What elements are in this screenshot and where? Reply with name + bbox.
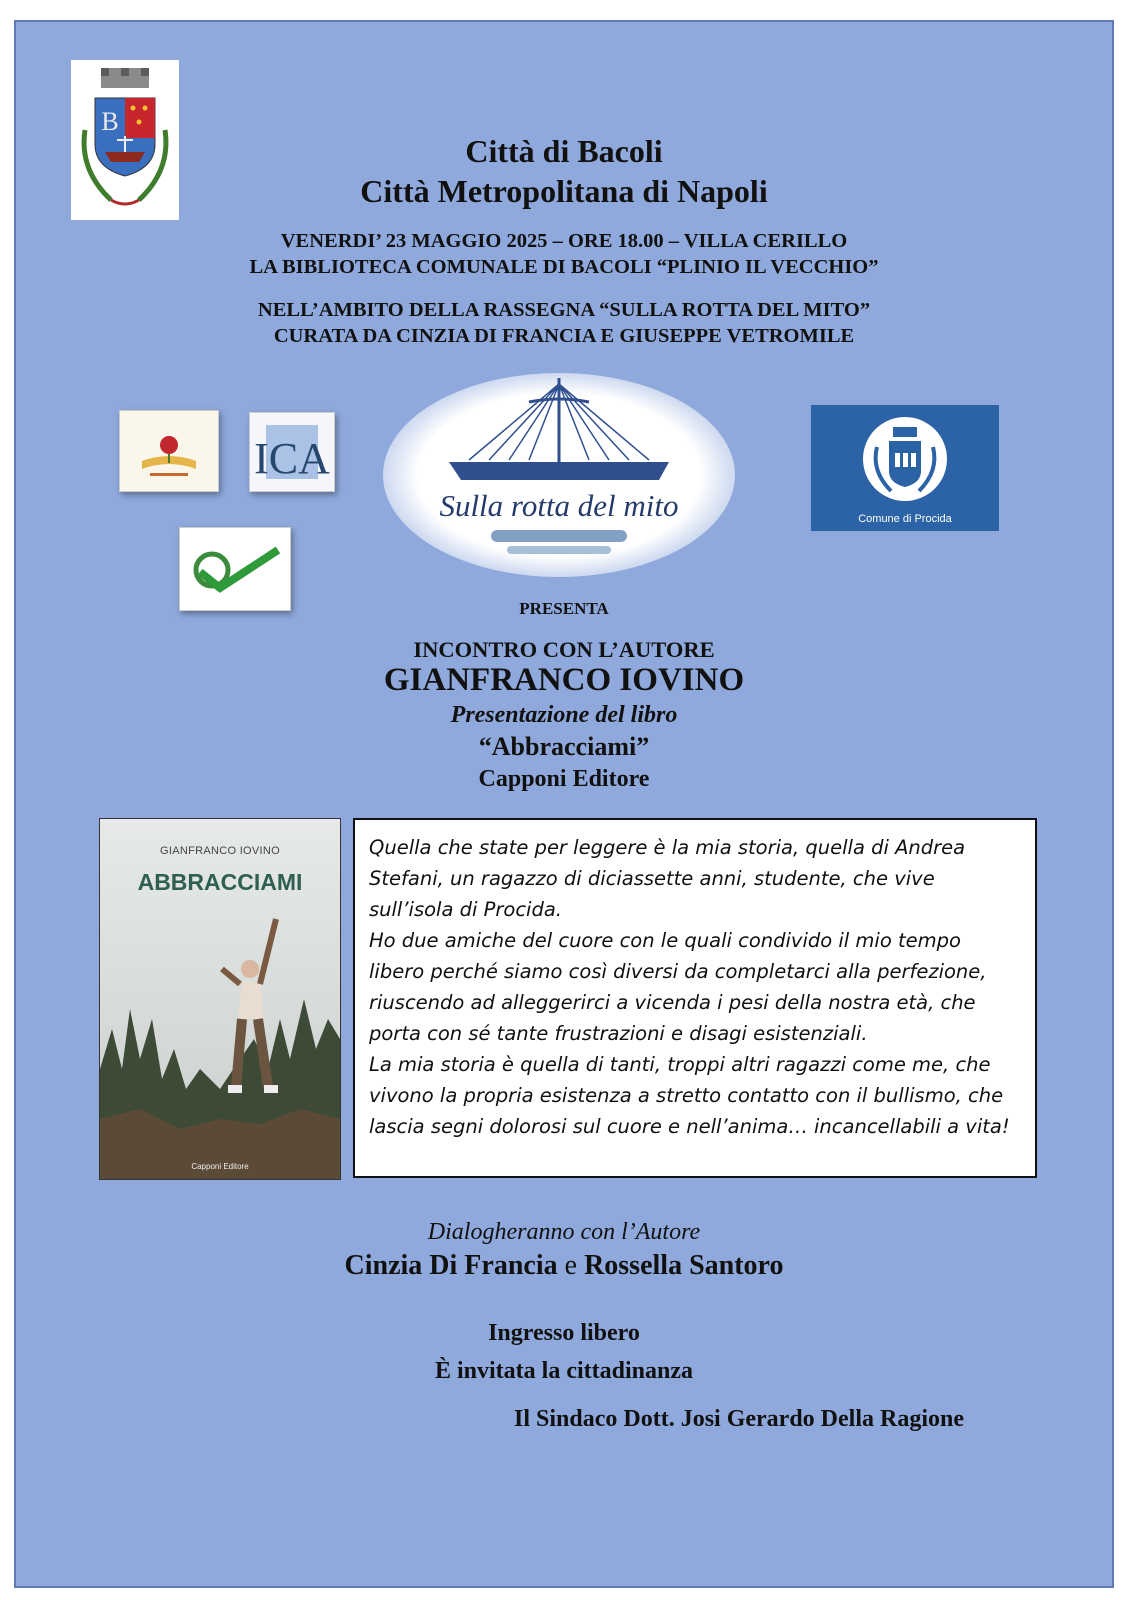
event-date-line: VENERDI’ 23 MAGGIO 2025 – ORE 18.00 – VILLA CERILLO: [280, 230, 848, 252]
metro-title: Città Metropolitana di Napoli: [360, 173, 768, 209]
book-title: “Abbracciami”: [478, 732, 650, 761]
association-logo: [119, 410, 219, 492]
incontro-label: INCONTRO CON L’AUTORE: [413, 637, 715, 662]
rose-book-icon: [120, 411, 218, 491]
series-line: NELL’AMBITO DELLA RASSEGNA “SULLA ROTTA DEL MITO”: [257, 299, 871, 321]
book-cover: [99, 818, 341, 1180]
curators-line: CURATA DA CINZIA DI FRANCIA E GIUSEPPE VETROMILE: [273, 325, 855, 347]
publisher-label: Capponi Editore: [478, 766, 650, 792]
speaker-name: Cinzia Di Francia: [344, 1250, 558, 1281]
speaker-name: Rossella Santoro: [584, 1250, 784, 1281]
ica-letters-icon: [250, 413, 334, 491]
event-venue-line: LA BIBLIOTECA COMUNALE DI BACOLI “PLINIO IL VECCHIO”: [249, 256, 879, 278]
ica-logo: [249, 412, 335, 492]
cover-title: ABBRACCIAMI: [137, 869, 303, 895]
procida-label: Comune di Procida: [858, 513, 952, 525]
synopsis-paragraph: Quella che state per leggere è la mia storia, quella di Andrea Stefani, un ragazzo di diciassette anni, studente, che vive sull’isola di Procida.: [369, 836, 966, 921]
invitation-label: È invitata la cittadinanza: [434, 1358, 693, 1384]
synopsis-paragraph: Ho due amiche del cuore con le quali condivido il mio tempo libero perché siamo così diversi da completarci alla perfezione, riuscendo ad alleggerirci a vicenda i pesi della nostra età, che porta con sé tante frustrazioni e disagi esistenziali.: [369, 929, 987, 1045]
mayor-signature: Il Sindaco Dott. Josi Gerardo Della Ragione: [514, 1406, 964, 1432]
dialog-label: Dialogheranno con l’Autore: [427, 1219, 701, 1245]
synopsis-box: [353, 818, 1037, 1178]
free-entry-label: Ingresso libero: [488, 1320, 640, 1346]
presenta-label: PRESENTA: [519, 599, 609, 618]
rassegna-logo: [379, 370, 739, 580]
city-title: Città di Bacoli: [465, 133, 663, 169]
green-check-icon: [180, 528, 290, 610]
cover-publisher: Capponi Editore: [191, 1162, 249, 1171]
synopsis-paragraph: La mia storia è quella di tanti, troppi altri ragazzi come me, che vivono la propria esistenza a stretto contatto con il bullismo, che lascia segni dolorosi sul cuore e nell’anima… incancellabili a vita!: [369, 1053, 1010, 1138]
svg-text:Sulla rotta del mito: Sulla rotta del mito: [439, 488, 679, 523]
cover-author: GIANFRANCO IOVINO: [160, 845, 280, 857]
svg-text:B: B: [101, 107, 119, 136]
procida-logo: [811, 405, 999, 531]
poster: [14, 20, 1114, 1588]
svg-text:ICA: ICA: [254, 434, 330, 483]
author-name: GIANFRANCO IOVINO: [383, 662, 745, 698]
speaker-conjunction: e: [564, 1250, 578, 1281]
presentation-label: Presentazione del libro: [450, 702, 678, 728]
ship-icon: [379, 370, 739, 580]
speakers-line: [16, 1250, 1112, 1282]
